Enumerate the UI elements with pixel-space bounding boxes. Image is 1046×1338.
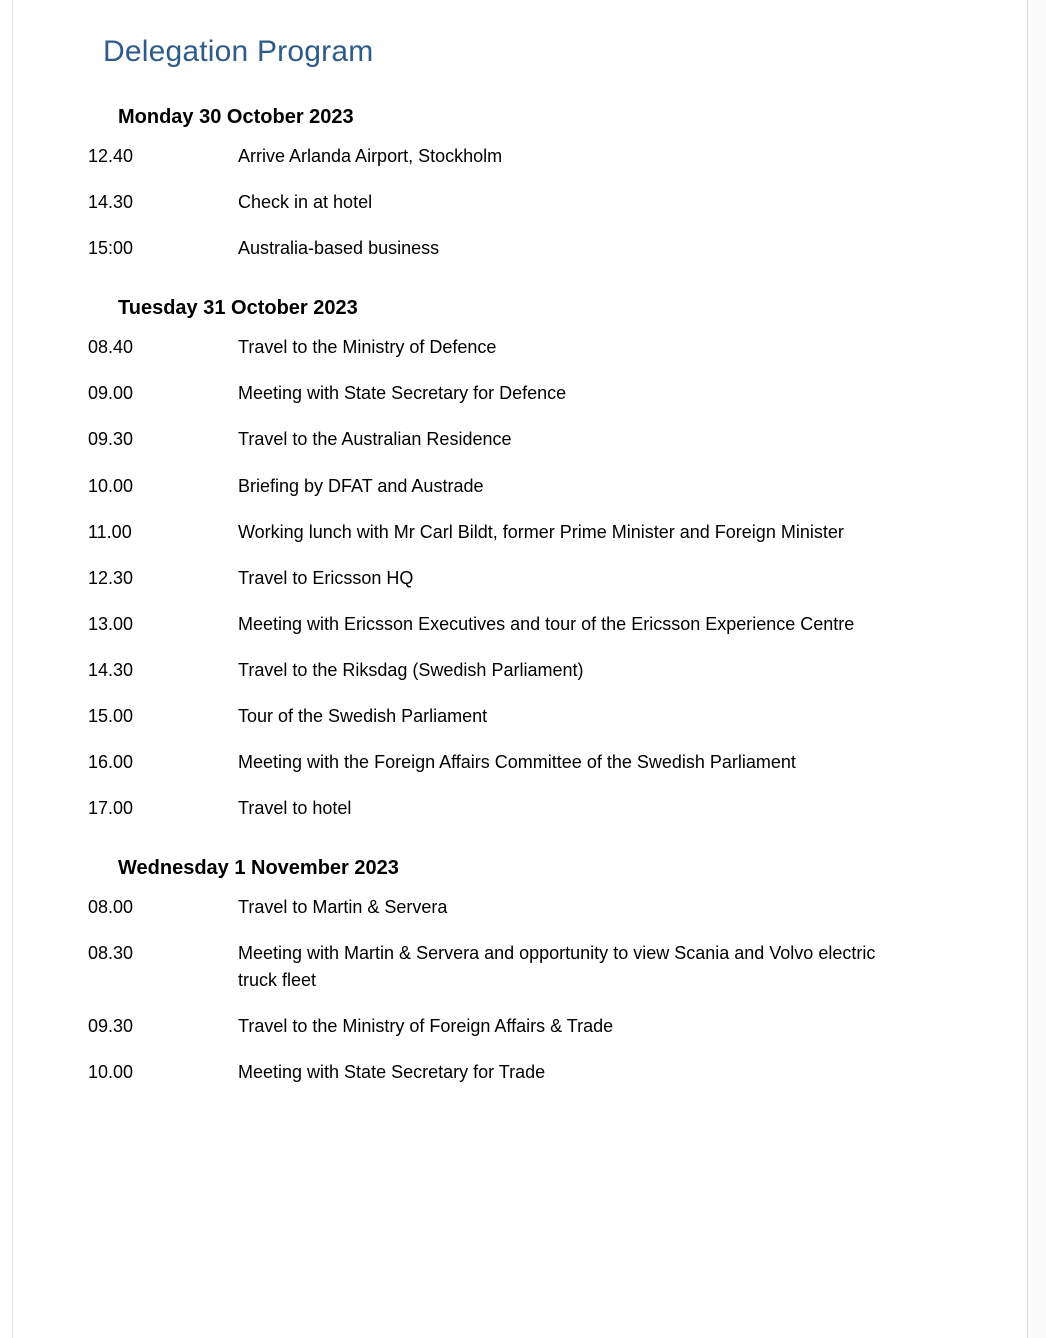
schedule-row xyxy=(88,519,948,545)
schedule-row xyxy=(88,380,948,406)
schedule-description: Check in at hotel xyxy=(238,192,373,213)
schedule-time: 16.00 xyxy=(88,752,134,773)
schedule-time: 08.40 xyxy=(88,337,134,358)
schedule-description: Briefing by DFAT and Austrade xyxy=(238,475,484,496)
page-right-margin xyxy=(1027,0,1046,1338)
schedule-time: 14.30 xyxy=(88,192,134,213)
schedule-description: Travel to Martin & Servera xyxy=(238,897,448,918)
schedule-time: 11.00 xyxy=(88,521,132,542)
schedule-row xyxy=(88,894,948,920)
schedule-time: 14.30 xyxy=(88,659,134,680)
schedule-time: 09.30 xyxy=(88,1015,134,1036)
schedule-time: 10.00 xyxy=(88,1061,134,1082)
schedule-description: Travel to the Australian Residence xyxy=(238,429,512,450)
schedule-list xyxy=(88,894,948,1084)
schedule-time: 08.30 xyxy=(88,943,134,964)
day-section xyxy=(88,297,948,821)
schedule-description: Australia-based business xyxy=(238,238,440,259)
day-heading: Monday 30 October 2023 xyxy=(118,106,354,128)
schedule-row xyxy=(88,426,948,452)
schedule-time: 09.30 xyxy=(88,429,134,450)
schedule-row xyxy=(88,235,948,261)
schedule-row xyxy=(88,473,948,499)
schedule-description: Travel to the Ministry of Foreign Affairs & Trade xyxy=(238,1015,614,1036)
schedule-row xyxy=(88,795,948,821)
schedule-description: Meeting with Martin & Servera and opportunity to view Scania and Volvo electric truck fleet xyxy=(238,943,876,990)
page-left-margin xyxy=(0,0,13,1338)
schedule-row xyxy=(88,565,948,591)
schedule-description: Meeting with State Secretary for Trade xyxy=(238,1061,546,1082)
schedule-description: Meeting with State Secretary for Defence xyxy=(238,383,567,404)
schedule-list xyxy=(88,334,948,821)
schedule-row xyxy=(88,749,948,775)
schedule-time: 17.00 xyxy=(88,798,134,819)
schedule-description: Meeting with Ericsson Executives and tour of the Ericsson Experience Centre xyxy=(238,613,855,634)
document-content xyxy=(88,0,948,1085)
page-title: Delegation Program xyxy=(103,35,374,68)
schedule-time: 15.00 xyxy=(88,706,134,727)
schedule-description: Tour of the Swedish Parliament xyxy=(238,706,488,727)
day-heading: Wednesday 1 November 2023 xyxy=(118,857,399,880)
schedule-row xyxy=(88,1013,948,1039)
schedule-time: 13.00 xyxy=(88,613,134,634)
schedule-description: Meeting with the Foreign Affairs Committee of the Swedish Parliament xyxy=(238,752,796,773)
schedule-time: 10.00 xyxy=(88,475,134,496)
schedule-time: 12.40 xyxy=(88,146,134,166)
schedule-row xyxy=(88,703,948,729)
schedule-row xyxy=(88,334,948,360)
schedule-row xyxy=(88,1059,948,1085)
day-section xyxy=(88,106,948,261)
day-heading: Tuesday 31 October 2023 xyxy=(118,297,358,320)
schedule-description: Travel to hotel xyxy=(238,798,352,819)
schedule-row xyxy=(88,940,948,992)
schedule-description: Travel to the Riksdag (Swedish Parliament) xyxy=(238,659,584,680)
schedule-description: Travel to Ericsson HQ xyxy=(238,567,414,588)
schedule-time: 09.00 xyxy=(88,383,134,404)
schedule-list xyxy=(88,143,948,261)
schedule-description: Arrive Arlanda Airport, Stockholm xyxy=(238,146,503,166)
schedule-row xyxy=(88,189,948,215)
schedule-row xyxy=(88,657,948,683)
schedule-description: Working lunch with Mr Carl Bildt, former Prime Minister and Foreign Minister xyxy=(238,521,844,542)
day-sections xyxy=(88,106,948,1085)
schedule-description: Travel to the Ministry of Defence xyxy=(238,337,497,358)
day-section xyxy=(88,857,948,1084)
schedule-row xyxy=(88,611,948,637)
schedule-time: 15:00 xyxy=(88,238,134,259)
schedule-time: 08.00 xyxy=(88,897,134,918)
schedule-row xyxy=(88,143,948,169)
schedule-time: 12.30 xyxy=(88,567,134,588)
